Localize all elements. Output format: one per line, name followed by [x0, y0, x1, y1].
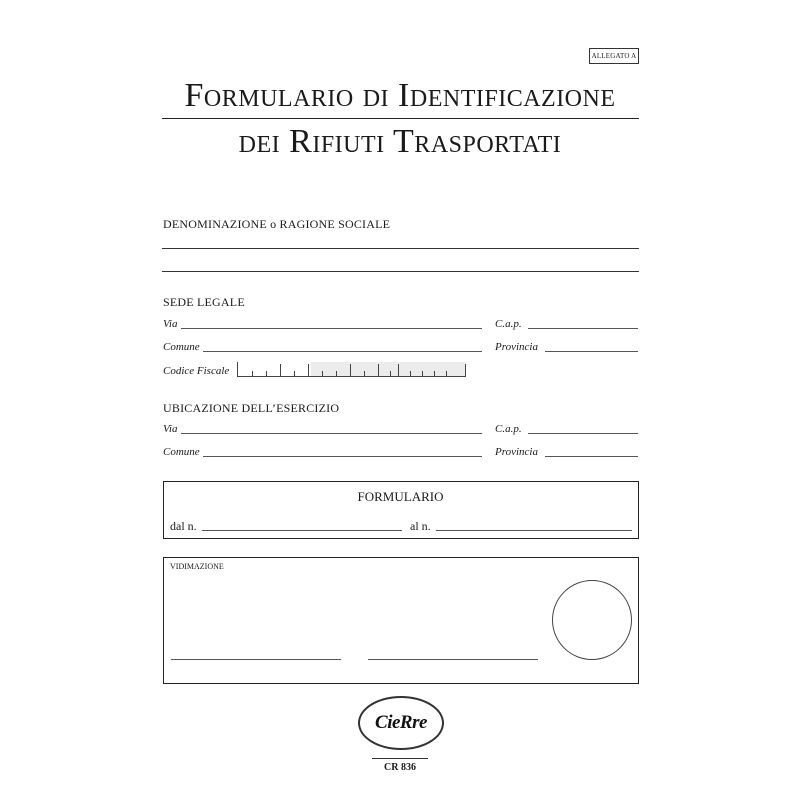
- cf-tick: [252, 371, 253, 376]
- sede-comune-field[interactable]: [203, 351, 482, 352]
- logo-text: CieRre: [375, 712, 427, 733]
- ubicazione-heading: UBICAZIONE DELL’ESERCIZIO: [163, 401, 340, 415]
- code-divider: [372, 758, 428, 759]
- formulario-title: FORMULARIO: [357, 489, 444, 504]
- signature-line-2[interactable]: [368, 659, 538, 660]
- document-title-line2: dei Rifiuti Trasportati: [238, 123, 562, 160]
- ubicazione-via-field[interactable]: [181, 433, 482, 434]
- cf-tick: [434, 371, 435, 376]
- cf-tick: [465, 364, 466, 376]
- vidimazione-label: VIDIMAZIONE: [170, 562, 224, 571]
- ubicazione-via-label: Via: [163, 423, 178, 435]
- formulario-box: [163, 481, 639, 539]
- ubicazione-cap-label: C.a.p.: [495, 423, 522, 435]
- dal-field[interactable]: [202, 530, 402, 531]
- cf-tick: [280, 364, 281, 376]
- ubicazione-comune-label: Comune: [163, 446, 200, 458]
- denominazione-line-2[interactable]: [162, 271, 639, 272]
- vidimazione-box: [163, 557, 639, 684]
- sede-comune-label: Comune: [163, 341, 200, 353]
- ubicazione-provincia-label: Provincia: [495, 446, 538, 458]
- ubicazione-cap-field[interactable]: [528, 433, 638, 434]
- sede-provincia-field[interactable]: [545, 351, 638, 352]
- al-label: al n.: [410, 519, 431, 533]
- document-title-line1: Formulario di Identificazione: [184, 77, 616, 114]
- cf-tick: [390, 371, 391, 376]
- dal-label: dal n.: [170, 519, 197, 533]
- cf-tick: [364, 371, 365, 376]
- product-code: CR 836: [384, 762, 416, 773]
- denominazione-label: DENOMINAZIONE o RAGIONE SOCIALE: [163, 217, 391, 231]
- codice-fiscale-label: Codice Fiscale: [163, 365, 230, 377]
- sede-via-field[interactable]: [181, 328, 482, 329]
- title-divider: [162, 118, 639, 119]
- cf-tick: [398, 364, 399, 376]
- sede-via-label: Via: [163, 318, 178, 330]
- al-field[interactable]: [436, 530, 632, 531]
- cierre-logo: [358, 696, 444, 750]
- cf-tick: [294, 371, 295, 376]
- cf-tick: [350, 364, 351, 376]
- sede-provincia-label: Provincia: [495, 341, 538, 353]
- cf-tick: [322, 371, 323, 376]
- stamp-circle[interactable]: [552, 580, 632, 660]
- denominazione-line-1[interactable]: [162, 248, 639, 249]
- allegato-badge: ALLEGATO A: [589, 48, 639, 64]
- ubicazione-comune-field[interactable]: [203, 456, 482, 457]
- codice-fiscale-field[interactable]: [237, 362, 466, 377]
- sede-legale-heading: SEDE LEGALE: [163, 295, 245, 309]
- cf-tick: [308, 364, 309, 376]
- cf-tick: [378, 364, 379, 376]
- cf-tick: [422, 371, 423, 376]
- cf-tick: [266, 371, 267, 376]
- sede-cap-label: C.a.p.: [495, 318, 522, 330]
- cf-tick: [410, 371, 411, 376]
- cf-tick: [336, 371, 337, 376]
- ubicazione-provincia-field[interactable]: [545, 456, 638, 457]
- sede-cap-field[interactable]: [528, 328, 638, 329]
- signature-line-1[interactable]: [171, 659, 341, 660]
- cf-tick: [446, 371, 447, 376]
